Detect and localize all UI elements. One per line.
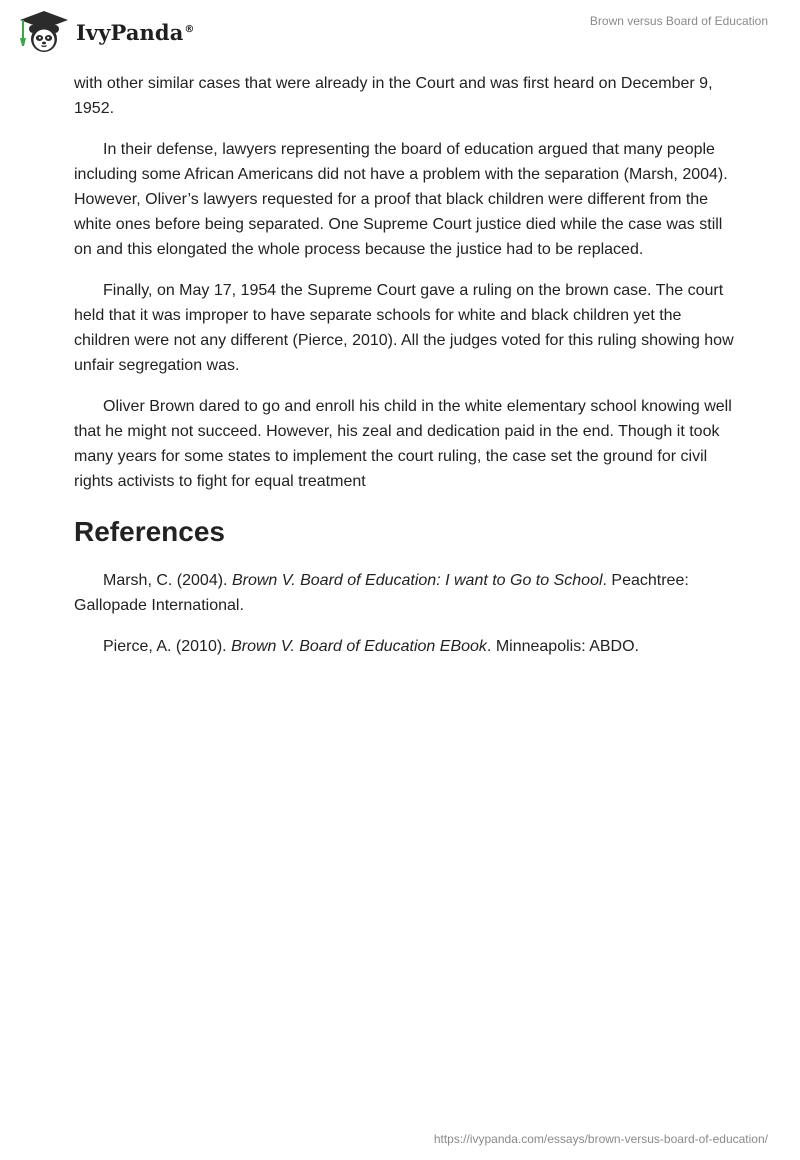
reference-authors: Pierce, A. (2010). xyxy=(103,638,232,655)
reference-publisher: . Minneapolis: ABDO. xyxy=(486,638,639,655)
brand-name xyxy=(76,20,195,45)
reference-entry xyxy=(74,634,734,659)
source-url[interactable]: https://ivypanda.com/essays/brown-versus-board-of-education/ xyxy=(433,1132,768,1146)
essay-content xyxy=(74,71,734,675)
document-title: Brown versus Board of Education xyxy=(589,14,768,28)
reference-title: Brown V. Board of Education: I want to Go to School xyxy=(231,572,603,589)
panda-graduate-icon xyxy=(16,8,72,56)
reference-authors: Marsh, C. (2004). xyxy=(103,572,232,589)
body-paragraph: Oliver Brown dared to go and enroll his child in the white elementary school knowing well that he might not succeed. However, his zeal and dedication paid in the end. Though it took many years for some states to implement the court ruling, the case set the ground for civil rights activists to fight for equal treatment xyxy=(74,398,732,490)
reference-entry xyxy=(74,568,734,618)
body-paragraph: In their defense, lawyers representing the board of education argued that many people including some African Americans did not have a problem with the separation (Marsh, 2004). However, Oliver’s lawyers requested for a proof that black children were different from the white ones before being separated. One Supreme Court justice died while the case was still on and this elongated the whole process because the justice had to be replaced. xyxy=(74,141,728,258)
references-heading: References xyxy=(74,516,225,547)
body-paragraph: Finally, on May 17, 1954 the Supreme Court gave a ruling on the brown case. The court held that it was improper to have separate schools for white and black children yet the children were not any different (Pierce, 2010). All the judges voted for this ruling showing how unfair segregation was. xyxy=(74,282,734,374)
brand-label: IvyPanda xyxy=(76,19,184,45)
registered-mark: ® xyxy=(184,23,195,35)
ivypanda-logo[interactable] xyxy=(16,8,195,56)
page-header xyxy=(0,0,800,64)
reference-title: Brown V. Board of Education EBook xyxy=(231,638,487,655)
reference-publisher: . Peachtree: Gallopade International. xyxy=(74,572,689,614)
body-paragraph: with other similar cases that were already in the Court and was first heard on December 9, 1952. xyxy=(74,75,713,117)
